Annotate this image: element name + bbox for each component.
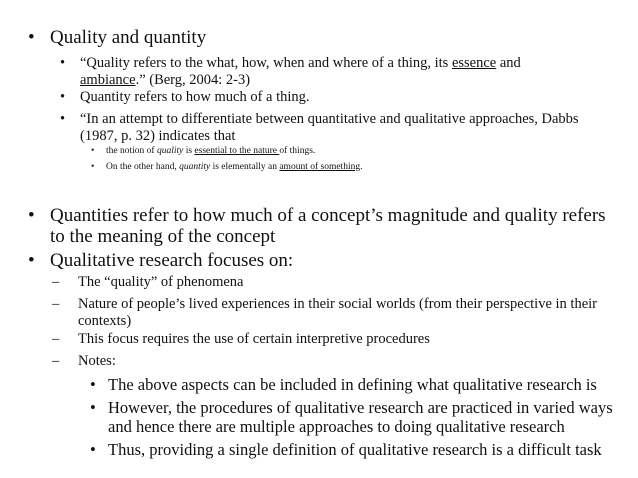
bullet-dot: • bbox=[91, 146, 95, 156]
essence-link-text: essence bbox=[451, 55, 497, 71]
bullet-text: Nature of people’s lived experiences in their social worlds (from their perspective in their contexts) bbox=[78, 296, 597, 329]
bullet-dot: • bbox=[91, 162, 95, 172]
bullet-text: Quantities refer to how much of a concept’s magnitude and quality refers to the meaning of the concept bbox=[50, 205, 606, 247]
bullet-dot: • bbox=[60, 111, 66, 127]
bullet-dot: • bbox=[60, 55, 66, 71]
bullet-quality-definition bbox=[60, 55, 590, 89]
bullet-dash: – bbox=[52, 353, 60, 369]
bullet-text: However, the procedures of qualitative research are practiced in varied ways and hence there are multiple approaches to doing qualitative research bbox=[108, 398, 613, 436]
dash-nature-of-experiences bbox=[52, 296, 607, 330]
bullet-text: Notes: bbox=[78, 353, 116, 369]
note-difficult-task bbox=[90, 440, 620, 459]
bullet-dot: • bbox=[90, 398, 96, 417]
note-above-aspects bbox=[90, 375, 620, 394]
bullet-text: Quality and quantity bbox=[50, 27, 207, 48]
bullet-text: Thus, providing a single definition of qualitative research is a difficult task bbox=[108, 440, 602, 459]
bullet-text: This focus requires the use of certain interpretive procedures bbox=[78, 331, 430, 347]
bullet-other-hand bbox=[91, 162, 611, 173]
bullet-text: “Quality refers to the what, how, when and where of a thing, its essence and ambiance.” (Berg, 2004: 2-3) bbox=[80, 55, 521, 88]
bullet-dash: – bbox=[52, 296, 60, 312]
note-procedures-varied bbox=[90, 398, 620, 436]
bullet-dabbs-quote bbox=[60, 111, 590, 145]
bullet-text: Quantity refers to how much of a thing. bbox=[80, 89, 310, 105]
dash-interpretive-procedures bbox=[52, 331, 607, 348]
bullet-text: The “quality” of phenomena bbox=[78, 274, 244, 290]
bullet-qualitative-focuses bbox=[28, 250, 608, 271]
bullet-dash: – bbox=[52, 274, 60, 290]
bullet-dot: • bbox=[28, 250, 35, 271]
bullet-text: On the other hand, quantity is elementally an amount of something. bbox=[106, 162, 363, 172]
bullet-text: Qualitative research focuses on: bbox=[50, 250, 294, 271]
bullet-dot: • bbox=[28, 205, 35, 226]
bullet-text: “In an attempt to differentiate between quantitative and qualitative approaches, Dabbs (1987, p. 32) indicates that bbox=[80, 111, 579, 144]
bullet-dot: • bbox=[90, 440, 96, 459]
bullet-text: the notion of quality is essential to the nature of things. bbox=[106, 146, 316, 156]
bullet-quality-and-quantity bbox=[28, 27, 618, 48]
bullet-text: The above aspects can be included in defining what qualitative research is bbox=[108, 375, 597, 394]
bullet-dot: • bbox=[28, 27, 35, 48]
bullet-dash: – bbox=[52, 331, 60, 347]
bullet-dot: • bbox=[60, 89, 66, 105]
dash-notes bbox=[52, 353, 607, 370]
dash-quality-of-phenomena bbox=[52, 274, 607, 291]
bullet-dot: • bbox=[90, 375, 96, 394]
ambiance-link-text: ambiance bbox=[80, 72, 136, 88]
bullet-quantities-refer bbox=[28, 205, 608, 247]
bullet-quantity-definition bbox=[60, 89, 590, 106]
bullet-notion-of-quality bbox=[91, 146, 611, 157]
